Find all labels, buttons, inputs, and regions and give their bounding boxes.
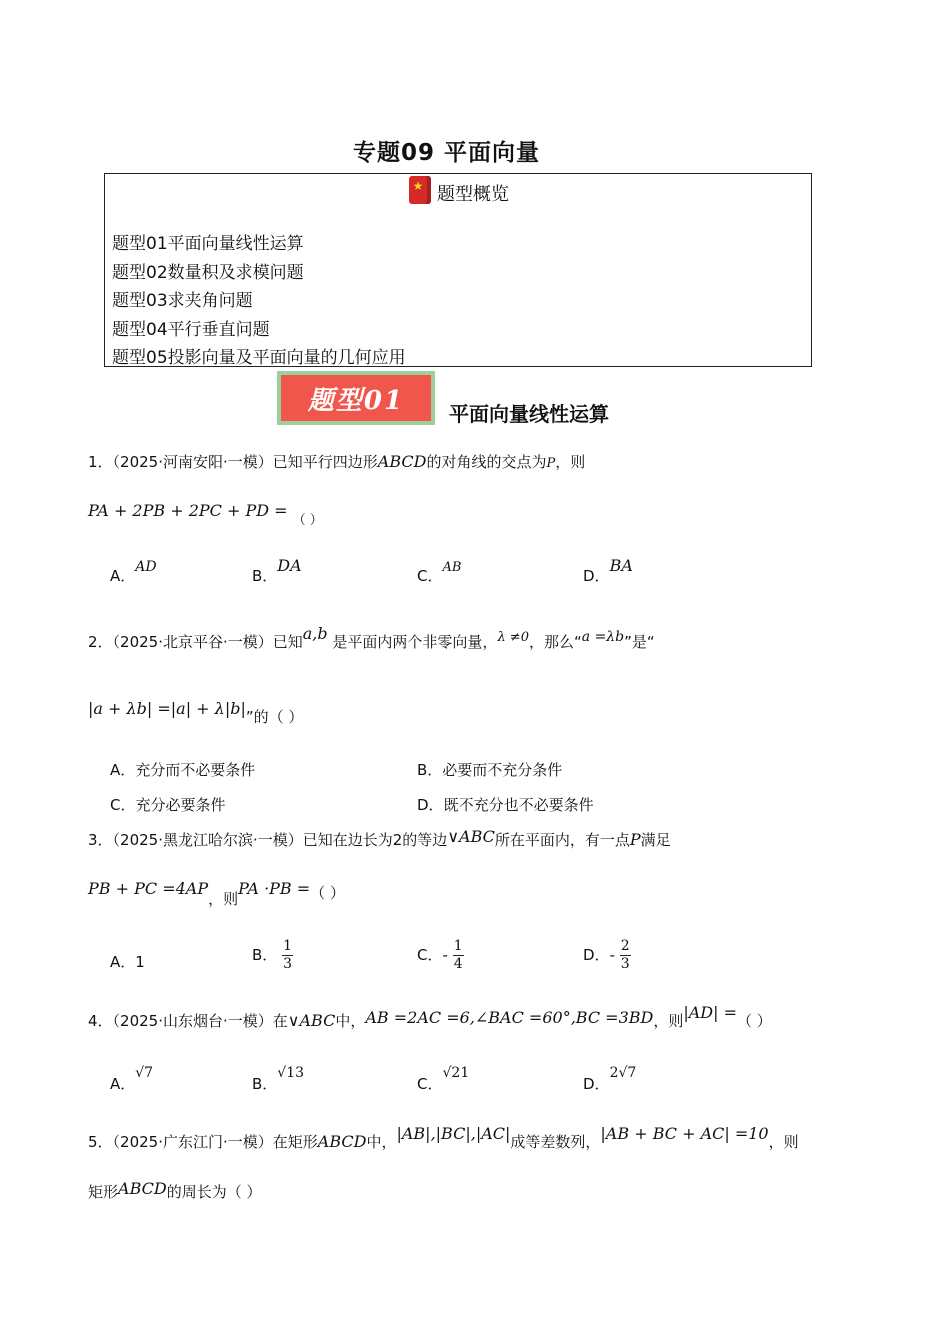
option-value: 充分而不必要条件 <box>135 761 256 779</box>
q3-option-b[interactable] <box>252 938 293 973</box>
option-label: B． <box>252 567 278 585</box>
option-label: D． <box>583 1075 610 1093</box>
q3-text: 3．（2025·黑龙江哈尔滨·一模）已知在边长为2的等边 <box>88 831 448 849</box>
option-value: AD <box>135 559 157 575</box>
book-icon: ★ <box>409 176 431 204</box>
q4-text: 中， <box>335 1012 366 1030</box>
q4-expr: |AD| = <box>683 1003 738 1022</box>
q1-text: 的对角线的交点为 <box>426 453 547 471</box>
q1-math: ABCD <box>377 452 427 471</box>
denominator: 3 <box>283 956 292 972</box>
q5-expr: |AB|,|BC|,|AC| <box>396 1124 511 1143</box>
numerator: 1 <box>453 938 463 954</box>
overview-item: 题型04平行垂直问题 <box>112 319 270 340</box>
question-2-expression <box>88 698 304 726</box>
q5-text: 5．（2025·广东江门·一模）在矩形 <box>88 1133 318 1151</box>
q3-option-a[interactable] <box>110 951 145 972</box>
option-label: A． <box>110 953 136 971</box>
option-value: AB <box>442 560 462 575</box>
option-label: C． <box>417 1075 443 1093</box>
fraction <box>282 938 293 973</box>
q4-paren: （ ） <box>737 1012 772 1030</box>
q2-option-a[interactable] <box>110 759 255 780</box>
q2-math: a,b <box>302 624 328 643</box>
denominator: 3 <box>620 956 630 972</box>
question-5-stem <box>88 1124 799 1152</box>
q4-math: ∨ABC <box>287 1011 336 1030</box>
q3-option-d[interactable] <box>583 938 631 973</box>
q2-option-c[interactable] <box>110 794 226 815</box>
section-title: 平面向量线性运算 <box>449 402 609 426</box>
option-label: D． <box>583 567 610 585</box>
section-badge-label: 题型01 <box>281 375 431 421</box>
page-title: 专题09 平面向量 <box>352 140 540 166</box>
minus-sign: - <box>442 946 448 964</box>
q4-option-b[interactable] <box>252 1065 305 1094</box>
q3-expr: PA ·PB = <box>238 879 311 898</box>
minus-sign: - <box>609 946 615 964</box>
q3-math: ∨ABC <box>447 827 495 846</box>
overview-list <box>112 230 406 373</box>
question-4-stem <box>88 1003 772 1031</box>
denominator: 4 <box>453 956 463 972</box>
option-value: √13 <box>277 1065 305 1081</box>
q1-paren: （ ） <box>292 513 323 528</box>
q5-math: ABCD <box>317 1132 367 1151</box>
q5-text: 中， <box>366 1133 397 1151</box>
option-value: 必要而不充分条件 <box>442 761 563 779</box>
overview-item: 题型03求夹角问题 <box>112 291 253 311</box>
q1-expr: PA + 2PB + 2PC + PD = <box>88 501 288 520</box>
q5-text: 成等差数列， <box>510 1133 601 1151</box>
option-label: B． <box>252 1075 278 1093</box>
question-1-expression <box>88 501 323 528</box>
numerator: 2 <box>620 938 630 954</box>
option-label: C． <box>110 796 136 814</box>
q1-option-c[interactable] <box>417 560 462 586</box>
q2-expr: |a + λb| =|a| + λ|b| <box>88 699 246 718</box>
q2-math: a =λb <box>581 629 625 645</box>
question-3-stem <box>88 829 671 850</box>
q5-text: 矩形 <box>88 1183 119 1201</box>
q1-option-a[interactable] <box>110 559 157 586</box>
option-label: A． <box>110 761 136 779</box>
overview-item: 题型01平面向量线性运算 <box>112 234 304 254</box>
option-label: D． <box>583 946 610 964</box>
q1-option-b[interactable] <box>252 556 302 586</box>
option-label: C． <box>417 946 443 964</box>
option-label: B． <box>252 946 278 964</box>
q2-option-d[interactable] <box>417 794 594 815</box>
overview-item: 题型05投影向量及平面向量的几何应用 <box>112 348 406 368</box>
q3-paren: （ ） <box>310 884 345 902</box>
fraction <box>453 938 464 973</box>
option-label: A． <box>110 567 136 585</box>
q1-option-d[interactable] <box>583 556 633 586</box>
q5-expr: |AB + BC + AC| =10 <box>600 1124 769 1143</box>
q2-tail: ”的（ ） <box>245 708 304 726</box>
fraction <box>620 938 631 973</box>
q4-option-d[interactable] <box>583 1065 637 1094</box>
question-3-expression <box>88 878 345 908</box>
q1-text: ，则 <box>555 453 586 471</box>
question-2-stem <box>88 624 655 652</box>
option-value: √7 <box>135 1065 154 1081</box>
q2-text: ，那么“ <box>528 633 582 651</box>
q2-text: ”是“ <box>624 633 655 651</box>
option-value: DA <box>277 556 302 575</box>
q3-math: P <box>629 830 641 849</box>
q3-expr: PB + PC =4AP <box>88 879 209 898</box>
q2-text: 是平面内两个非零向量， <box>332 633 498 651</box>
q3-text: 满足 <box>640 831 671 849</box>
option-value: 1 <box>135 953 145 971</box>
q1-math: P <box>546 456 556 471</box>
numerator: 1 <box>283 938 292 954</box>
q5-text: ，则 <box>768 1133 799 1151</box>
overview-item: 题型02数量积及求模问题 <box>112 262 304 283</box>
option-value: 既不充分也不必要条件 <box>443 796 594 814</box>
q4-option-c[interactable] <box>417 1065 470 1094</box>
q3-text: ，则 <box>208 890 239 908</box>
q4-text: 4．（2025·山东烟台·一模）在 <box>88 1012 288 1030</box>
overview-header <box>409 176 509 204</box>
q5-math: ABCD <box>118 1179 167 1198</box>
option-label: C． <box>417 567 443 585</box>
q4-expr: AB =2AC =6,∠BAC =60°,BC =3BD <box>365 1008 654 1027</box>
question-5-line2 <box>88 1181 261 1202</box>
option-label: D． <box>417 796 444 814</box>
option-value: 充分必要条件 <box>135 796 226 814</box>
q4-option-a[interactable] <box>110 1065 154 1094</box>
overview-label: 题型概览 <box>437 184 509 205</box>
q5-text: 的周长为（ ） <box>166 1183 262 1201</box>
q1-text: 1．（2025·河南安阳·一模）已知平行四边形 <box>88 453 378 471</box>
option-value: √21 <box>442 1065 470 1081</box>
section-badge <box>277 371 435 425</box>
q2-text: 2．（2025·北京平谷·一模）已知 <box>88 633 303 651</box>
option-label: B． <box>417 761 443 779</box>
question-1-stem <box>88 451 585 472</box>
q3-text: 所在平面内，有一点 <box>494 831 630 849</box>
q4-text: ，则 <box>653 1012 684 1030</box>
q3-option-c[interactable] <box>417 938 464 973</box>
option-value: BA <box>609 556 633 575</box>
overview-box <box>104 173 812 367</box>
option-value: 2√7 <box>609 1065 637 1081</box>
q2-math: λ ≠0 <box>497 630 529 645</box>
q2-option-b[interactable] <box>417 759 562 780</box>
option-label: A． <box>110 1075 136 1093</box>
